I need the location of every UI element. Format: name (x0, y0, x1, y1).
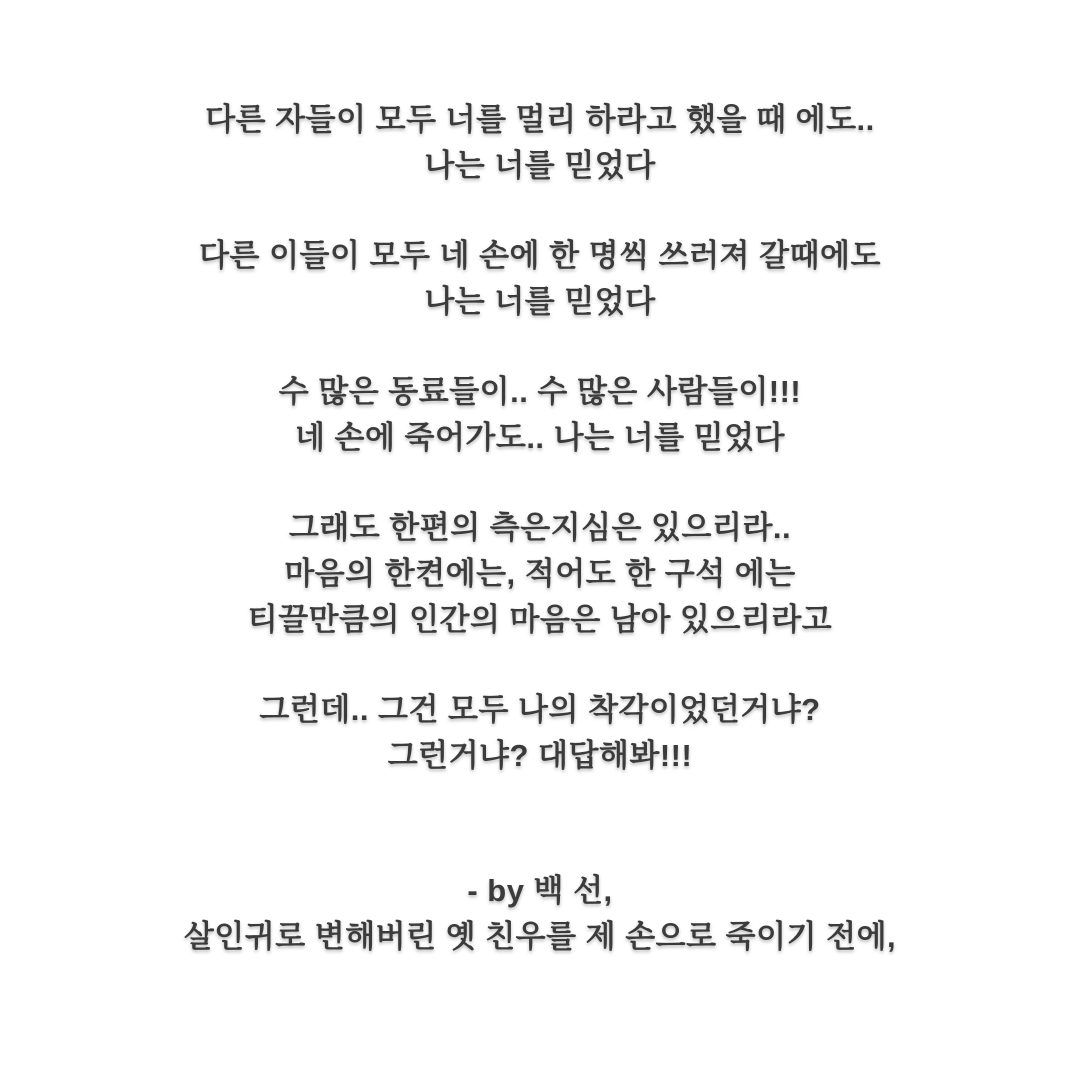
poem-line: 그런거냐? 대답해봐!!! (387, 738, 693, 773)
poem-line: 티끌만큼의 인간의 마음은 남아 있으리라고 (247, 602, 833, 637)
poem-line: 네 손에 죽어가도.. 나는 너를 믿었다 (294, 420, 786, 455)
poem-line: 그래도 한편의 측은지심은 있으리라.. (288, 510, 792, 545)
poem-text (0, 97, 1080, 960)
stanza-5 (0, 687, 1080, 779)
signature-author-line: - by 백 선, (467, 873, 613, 908)
poem-line: 다른 이들이 모두 네 손에 한 명씩 쓰러져 갈때에도 (199, 238, 881, 273)
poem-line: 수 많은 동료들이.. 수 많은 사람들이!!! (278, 374, 802, 409)
stanza-3 (0, 369, 1080, 461)
stanza-4 (0, 505, 1080, 643)
stanza-1 (0, 97, 1080, 189)
signature (0, 868, 1080, 960)
poem-line: 다른 자들이 모두 너를 멀리 하라고 했을 때 에도.. (205, 102, 875, 137)
poem-line: 나는 너를 믿었다 (424, 284, 656, 319)
stanza-2 (0, 233, 1080, 325)
poem-line: 마음의 한켠에는, 적어도 한 구석 에는 (284, 556, 796, 591)
poem-line: 그런데.. 그건 모두 나의 착각이었던거냐? (259, 692, 821, 727)
signature-context-line: 살인귀로 변해버린 옛 친우를 제 손으로 죽이기 전에, (183, 919, 897, 954)
poem-line: 나는 너를 믿었다 (424, 148, 656, 183)
